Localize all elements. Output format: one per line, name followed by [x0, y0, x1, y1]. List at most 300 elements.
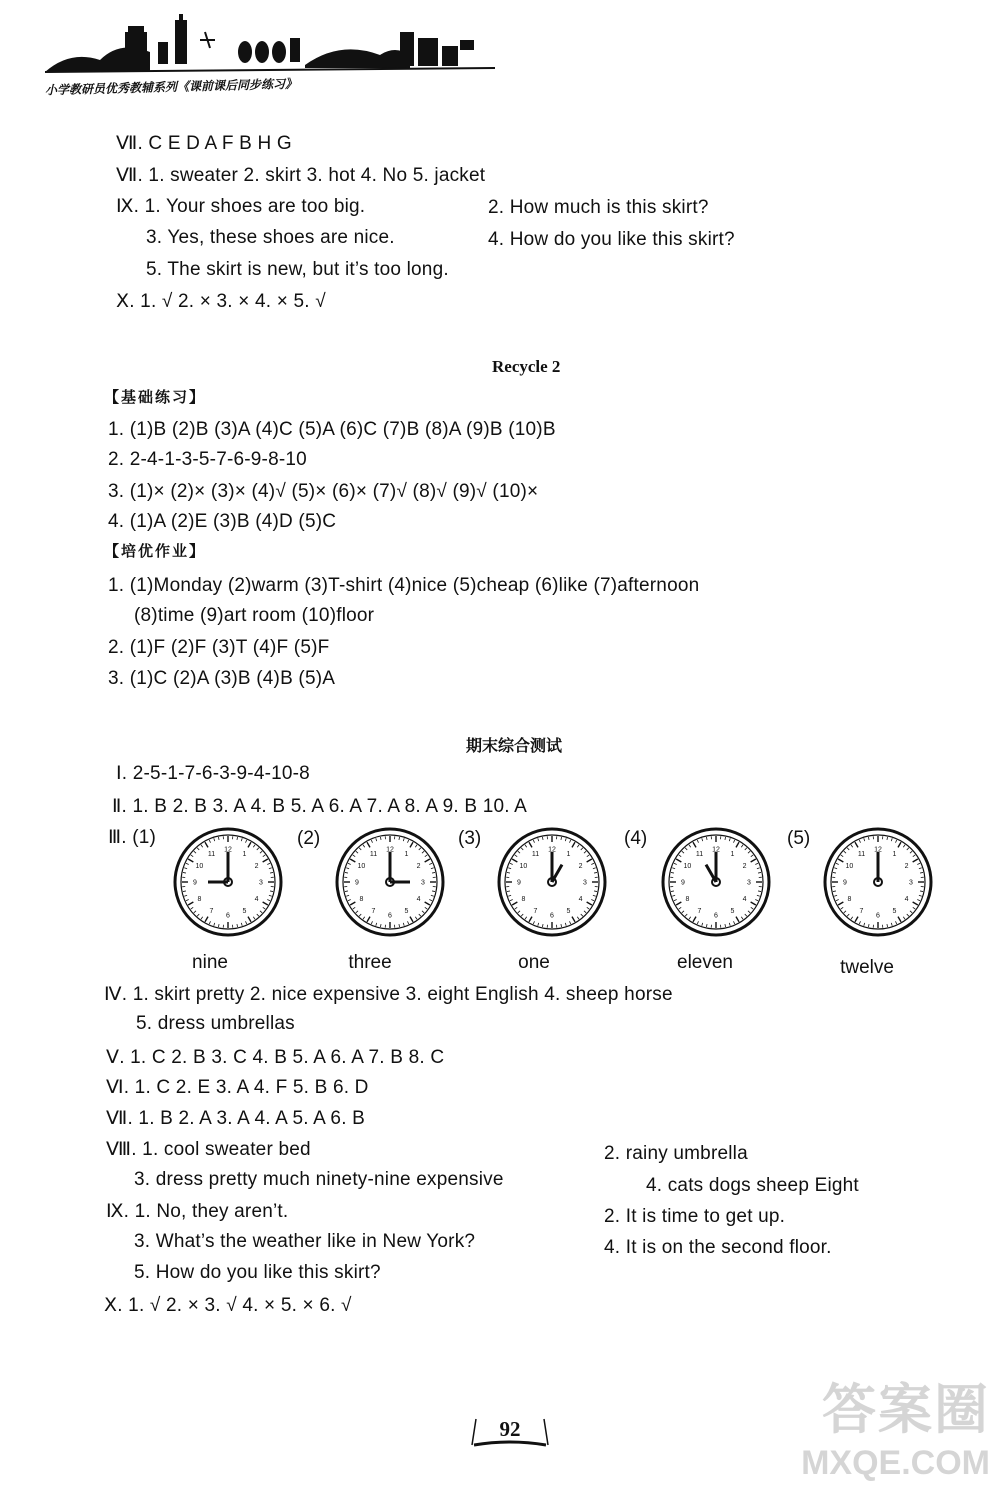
clock-tick: [751, 855, 753, 857]
clock-tick: [263, 902, 268, 905]
clock-tick: [587, 907, 589, 909]
clock-tick: [847, 914, 849, 916]
clock-tick: [834, 868, 837, 869]
clock-tick: [399, 924, 400, 927]
clock-tick: [197, 914, 199, 916]
clock-tick: [363, 917, 365, 919]
clock-tick: [903, 917, 905, 919]
clock-tick: [510, 863, 513, 864]
clock-numeral: 3: [259, 879, 263, 887]
clock-tick: [755, 899, 758, 900]
clock-tick: [253, 917, 255, 919]
clock-numeral: 5: [730, 908, 735, 916]
clock-tick: [188, 902, 193, 905]
clock-numeral: 10: [683, 863, 692, 870]
clock-tick: [887, 837, 888, 840]
clock-tick: [841, 907, 843, 909]
clock-tick: [214, 838, 215, 841]
answer-line-9-5: 5. The skirt is new, but it’s too long.: [146, 259, 449, 280]
clock-numeral: 1: [892, 850, 897, 858]
answer-line-9-1: Ⅸ. 1. Your shoes are too big.: [116, 196, 366, 217]
clock-tick: [186, 863, 189, 864]
clock-numeral: 2: [416, 863, 421, 870]
clock-tick: [682, 851, 684, 853]
clock-tick: [587, 855, 589, 857]
clock-tick: [919, 868, 922, 869]
clock-tick: [348, 863, 351, 864]
clock-tick: [736, 842, 739, 847]
clock-tick: [838, 902, 843, 905]
clock-tick: [868, 837, 869, 840]
clock-numeral: 8: [197, 896, 202, 903]
clock-numeral: 9: [681, 879, 685, 887]
clock-numeral: 9: [193, 879, 197, 887]
clock-tick: [898, 917, 901, 922]
advanced-line-2: 2. (1)F (2)F (3)T (4)F (5)F: [108, 637, 330, 658]
clock-tick: [729, 923, 730, 926]
clock-tick: [836, 899, 839, 900]
clock-number-4: (4): [624, 828, 648, 849]
clock-tick: [432, 872, 435, 873]
clock-tick: [572, 842, 575, 847]
clock-tick: [194, 851, 196, 853]
clock-tick: [758, 891, 761, 892]
clock-numeral: 6: [388, 912, 392, 920]
clock-tick: [260, 911, 262, 913]
clock-tick: [380, 924, 381, 927]
clock-tick: [561, 924, 562, 927]
clock-tick: [887, 924, 888, 927]
clock-tick: [907, 914, 909, 916]
clock-tick: [895, 840, 896, 843]
clock-tick: [429, 899, 432, 900]
clock-tick: [898, 842, 901, 847]
recycle2-title: Recycle 2: [492, 357, 561, 376]
clock-numeral: 7: [209, 908, 214, 916]
clock-tick: [581, 848, 583, 850]
clock-tick: [679, 907, 681, 909]
clock-tick: [371, 840, 372, 843]
clock-tick: [671, 891, 674, 892]
clock-tick: [529, 917, 532, 922]
clock-tick: [836, 863, 839, 864]
clock-tick: [431, 895, 434, 896]
clock-tick: [422, 851, 424, 853]
final-line-8b: 2. rainy umbrella: [604, 1143, 748, 1164]
clock-tick: [525, 845, 527, 847]
clock-tick: [367, 842, 370, 847]
clock-tick: [512, 859, 517, 862]
clock-tick: [745, 848, 747, 850]
clock-tick: [263, 855, 265, 857]
clock-tick: [350, 859, 355, 862]
clock-tick: [755, 863, 758, 864]
clock-tick: [689, 845, 691, 847]
clock-tick: [237, 924, 238, 927]
clock-tick: [864, 838, 865, 841]
clock-tick: [425, 902, 430, 905]
answer-line-9-3: 3. Yes, these shoes are nice.: [146, 227, 395, 248]
clock-tick: [507, 872, 510, 873]
clock-tick: [533, 840, 534, 843]
clock-tick: [920, 872, 923, 873]
clock-numeral: 2: [904, 863, 909, 870]
clock-tick: [521, 848, 523, 850]
clock-tick: [186, 899, 189, 900]
final-line-4a: Ⅳ. 1. skirt pretty 2. nice expensive 3. eight English 4. sheep horse: [104, 984, 673, 1005]
clock-tick: [725, 924, 726, 927]
clock-tick: [194, 911, 196, 913]
clock-numeral: 2: [742, 863, 747, 870]
series-title: 小学教研员优秀教辅系列《课前课后同步练习》: [44, 76, 298, 98]
clock-tick: [910, 851, 912, 853]
clock-tick: [425, 855, 427, 857]
clock-tick: [833, 891, 836, 892]
clock-numeral: 3: [583, 879, 587, 887]
clock-numeral: 5: [892, 908, 897, 916]
clock-tick: [591, 863, 594, 864]
clock-numeral: 7: [859, 908, 864, 916]
clock-tick: [594, 872, 597, 873]
final-line-10: Ⅹ. 1. √ 2. × 3. √ 4. × 5. × 6. √: [104, 1295, 352, 1316]
clock-tick: [919, 895, 922, 896]
clock-tick: [672, 895, 675, 896]
clock-tick: [533, 921, 534, 924]
clock-numeral: 6: [226, 912, 230, 920]
clock-tick: [359, 914, 361, 916]
clock-tick: [702, 838, 703, 841]
clock-tick: [269, 895, 272, 896]
final-line-9e: 5. How do you like this skirt?: [134, 1262, 381, 1283]
clock-tick: [407, 921, 408, 924]
clock-numeral: 6: [550, 912, 554, 920]
clock-tick: [197, 848, 199, 850]
clock-tick: [868, 924, 869, 927]
watermark: [800, 1367, 990, 1482]
advanced-line-1: 1. (1)Monday (2)warm (3)T-shirt (4)nice (5)cheap (6)like (7)afternoon: [108, 575, 700, 596]
final-test-title: 期末综合测试: [466, 736, 563, 755]
clock-tick: [214, 923, 215, 926]
clock-tick: [584, 911, 586, 913]
final-line-6: Ⅵ. 1. C 2. E 3. A 4. F 5. B 6. D: [106, 1077, 369, 1098]
clock-tick: [201, 845, 203, 847]
clock-tick: [257, 848, 259, 850]
clock-tick: [403, 838, 404, 841]
clock-numeral: 9: [517, 879, 521, 887]
clock-tick: [218, 924, 219, 927]
clock-tick: [855, 842, 858, 847]
clock-tick: [841, 855, 843, 857]
clock-tick: [542, 924, 543, 927]
clock-word-3: one: [518, 952, 550, 973]
clock-tick: [248, 917, 251, 922]
clock-numeral: 2: [578, 863, 583, 870]
clock-tick: [218, 837, 219, 840]
basic-line-1: 1. (1)B (2)B (3)A (4)C (5)A (6)C (7)B (8)A (9)B (10)B: [108, 419, 556, 440]
clock-tick: [348, 899, 351, 900]
clock-numeral: 4: [904, 896, 909, 903]
answer-line-7: Ⅶ. C E D A F B H G: [116, 133, 292, 154]
clock-numeral: 4: [254, 896, 259, 903]
clock-tick: [569, 840, 570, 843]
clock-tick: [515, 855, 517, 857]
clock-tick: [891, 838, 892, 841]
clock-numeral: 11: [531, 850, 540, 858]
clock-tick: [260, 851, 262, 853]
clock-number-2: (2): [297, 828, 321, 849]
clock-tick: [587, 859, 592, 862]
clock-tick: [855, 917, 858, 922]
clock-numeral: 12: [548, 846, 556, 854]
clock-tick: [577, 845, 579, 847]
clock-tick: [587, 902, 592, 905]
clock-tick: [565, 838, 566, 841]
clock-numeral: 1: [566, 850, 571, 858]
final-line-9d: 4. It is on the second floor.: [604, 1237, 832, 1258]
clock-tick: [913, 907, 915, 909]
clock-tick: [591, 899, 594, 900]
watermark-text-top: 答案圈: [822, 1378, 990, 1441]
clock-tick: [521, 914, 523, 916]
clock-tick: [895, 921, 896, 924]
clock-tick: [253, 845, 255, 847]
clock-tick: [593, 895, 596, 896]
clock-tick: [903, 845, 905, 847]
clock-tick: [529, 842, 532, 847]
clock-tick: [581, 914, 583, 916]
clock-tick: [736, 917, 739, 922]
clock-tick: [415, 917, 417, 919]
clock-tick: [864, 923, 865, 926]
final-line-9b: 2. It is time to get up.: [604, 1206, 786, 1227]
clock-numeral: 10: [195, 863, 204, 870]
clock-tick: [725, 837, 726, 840]
advanced-line-1b: (8)time (9)art room (10)floor: [134, 605, 375, 626]
clock-tick: [350, 902, 355, 905]
clock-tick: [697, 840, 698, 843]
clock-numeral: 4: [416, 896, 421, 903]
clock-tick: [345, 891, 348, 892]
clock-tick: [353, 907, 355, 909]
clock-tick: [205, 917, 208, 922]
final-line-7: Ⅶ. 1. B 2. A 3. A 4. A 5. A 6. B: [106, 1108, 366, 1129]
clock-tick: [380, 837, 381, 840]
clock-tick: [913, 859, 918, 862]
clock-tick: [269, 868, 272, 869]
clock-numeral: 4: [578, 896, 583, 903]
clock-tick: [183, 872, 186, 873]
answer-line-9-4: 4. How do you like this skirt?: [488, 229, 735, 250]
clock-tick: [267, 899, 270, 900]
clock-tick: [572, 917, 575, 922]
clock-tick: [371, 921, 372, 924]
clock-numeral: 8: [685, 896, 690, 903]
clock-numeral: 3: [421, 879, 425, 887]
clock-tick: [415, 845, 417, 847]
clock-numeral: 11: [857, 850, 866, 858]
clock-tick: [674, 863, 677, 864]
clock-tick: [345, 872, 348, 873]
clock-tick: [263, 859, 268, 862]
clock-tick: [518, 851, 520, 853]
clock-tick: [917, 899, 920, 900]
clock-numeral: 10: [519, 863, 528, 870]
clock-tick: [907, 848, 909, 850]
clock-tick: [748, 911, 750, 913]
clock-tick: [407, 840, 408, 843]
advanced-line-3: 3. (1)C (2)A (3)B (4)B (5)A: [108, 668, 336, 689]
clock-tick: [241, 923, 242, 926]
clock-tick: [201, 917, 203, 919]
clock-tick: [913, 855, 915, 857]
clock-tick: [512, 902, 517, 905]
clock-tick: [431, 868, 434, 869]
clock-tick: [706, 924, 707, 927]
clock-numeral: 7: [697, 908, 702, 916]
clock-tick: [758, 872, 761, 873]
clock-numeral: 6: [876, 912, 880, 920]
basic-line-2: 2. 2-4-1-3-5-7-6-9-8-10: [108, 449, 307, 470]
clock-numeral: 11: [695, 850, 704, 858]
clock-tick: [209, 840, 210, 843]
clock-tick: [399, 837, 400, 840]
answer-line-9-2: 2. How much is this skirt?: [488, 197, 709, 218]
final-line-9c: 3. What’s the weather like in New York?: [134, 1231, 476, 1252]
clock-tick: [674, 899, 677, 900]
clock-tick: [508, 895, 511, 896]
clock-tick: [518, 911, 520, 913]
clock-numeral: 12: [224, 846, 232, 854]
clock-numeral: 1: [404, 850, 409, 858]
answer-line-10: Ⅹ. 1. √ 2. × 3. × 4. × 5. √: [116, 291, 326, 312]
clock-tick: [729, 838, 730, 841]
clock-tick: [833, 872, 836, 873]
clock-tick: [913, 902, 918, 905]
clock-tick: [205, 842, 208, 847]
clock-tick: [851, 845, 853, 847]
clock-tick: [682, 911, 684, 913]
clock-1: [172, 826, 284, 938]
clock-tick: [693, 917, 696, 922]
final-line-8d: 4. cats dogs sheep Eight: [646, 1175, 859, 1196]
clock-word-1: nine: [192, 952, 228, 973]
clock-tick: [594, 891, 597, 892]
clock-tick: [676, 859, 681, 862]
clock-numeral: 12: [712, 846, 720, 854]
clock-tick: [183, 891, 186, 892]
clock-numeral: 3: [747, 879, 751, 887]
clock-tick: [920, 891, 923, 892]
clock-tick: [191, 907, 193, 909]
clock-tick: [367, 917, 370, 922]
clock-tick: [410, 842, 413, 847]
clock-tick: [584, 851, 586, 853]
clock-tick: [565, 923, 566, 926]
clock-tick: [410, 917, 413, 922]
clock-tick: [757, 868, 760, 869]
clock-word-5: twelve: [840, 957, 894, 978]
clock-tick: [751, 907, 753, 909]
clock-numeral: 8: [847, 896, 852, 903]
clock-tick: [834, 895, 837, 896]
clock-tick: [859, 921, 860, 924]
clock-3: [496, 826, 608, 938]
watermark-text-bottom: MXQE.COM: [801, 1444, 990, 1482]
final-line-8a: Ⅷ. 1. cool sweater bed: [106, 1139, 311, 1160]
clock-tick: [702, 923, 703, 926]
clock-numeral: 11: [207, 850, 216, 858]
final-line-4b: 5. dress umbrellas: [136, 1013, 295, 1034]
clock-tick: [245, 921, 246, 924]
clock-tick: [353, 855, 355, 857]
clock-tick: [515, 907, 517, 909]
page-number-text: 92: [499, 1417, 521, 1441]
final-line-2: Ⅱ. 1. B 2. B 3. A 4. B 5. A 6. A 7. A 8. A 9. B 10. A: [112, 796, 528, 817]
clock-word-2: three: [348, 952, 392, 973]
clock-tick: [733, 840, 734, 843]
clock-tick: [356, 911, 358, 913]
clock-tick: [693, 842, 696, 847]
clock-tick: [419, 914, 421, 916]
clock-tick: [356, 851, 358, 853]
clock-tick: [593, 868, 596, 869]
clock-tick: [403, 923, 404, 926]
clock-tick: [376, 838, 377, 841]
clock-tick: [270, 872, 273, 873]
clock-numeral: 1: [730, 850, 735, 858]
clock-tick: [425, 859, 430, 862]
clock-tick: [757, 895, 760, 896]
clock-4: [660, 826, 772, 938]
clock-tick: [751, 859, 756, 862]
clock-tick: [751, 902, 756, 905]
clock-tick: [697, 921, 698, 924]
clock-numeral: 10: [845, 863, 854, 870]
clock-tick: [838, 859, 843, 862]
clock-tick: [419, 848, 421, 850]
clock-tick: [184, 868, 187, 869]
clock-tick: [577, 917, 579, 919]
clock-tick: [359, 848, 361, 850]
clock-tick: [538, 923, 539, 926]
clock-tick: [844, 911, 846, 913]
clock-tick: [432, 891, 435, 892]
basic-line-3: 3. (1)× (2)× (3)× (4)√ (5)× (6)× (7)√ (8)√ (9)√ (10)×: [108, 481, 539, 502]
clock-number-3: (3): [458, 828, 482, 849]
final-line-1: Ⅰ. 2-5-1-7-6-3-9-4-10-8: [116, 763, 310, 784]
clock-numeral: 11: [369, 850, 378, 858]
clock-tick: [209, 921, 210, 924]
clock-tick: [425, 907, 427, 909]
clock-tick: [859, 840, 860, 843]
clock-tick: [685, 848, 687, 850]
clock-tick: [525, 917, 527, 919]
clock-numeral: 7: [533, 908, 538, 916]
clock-numeral: 9: [355, 879, 359, 887]
clock-tick: [844, 851, 846, 853]
clock-numeral: 12: [874, 846, 882, 854]
clock-tick: [257, 914, 259, 916]
clock-tick: [429, 863, 432, 864]
clock-tick: [685, 914, 687, 916]
clock-tick: [538, 838, 539, 841]
clock-numeral: 8: [521, 896, 526, 903]
clock-tick: [263, 907, 265, 909]
clock-tick: [241, 838, 242, 841]
clock-tick: [891, 923, 892, 926]
clock-tick: [188, 859, 193, 862]
clock-tick: [561, 837, 562, 840]
